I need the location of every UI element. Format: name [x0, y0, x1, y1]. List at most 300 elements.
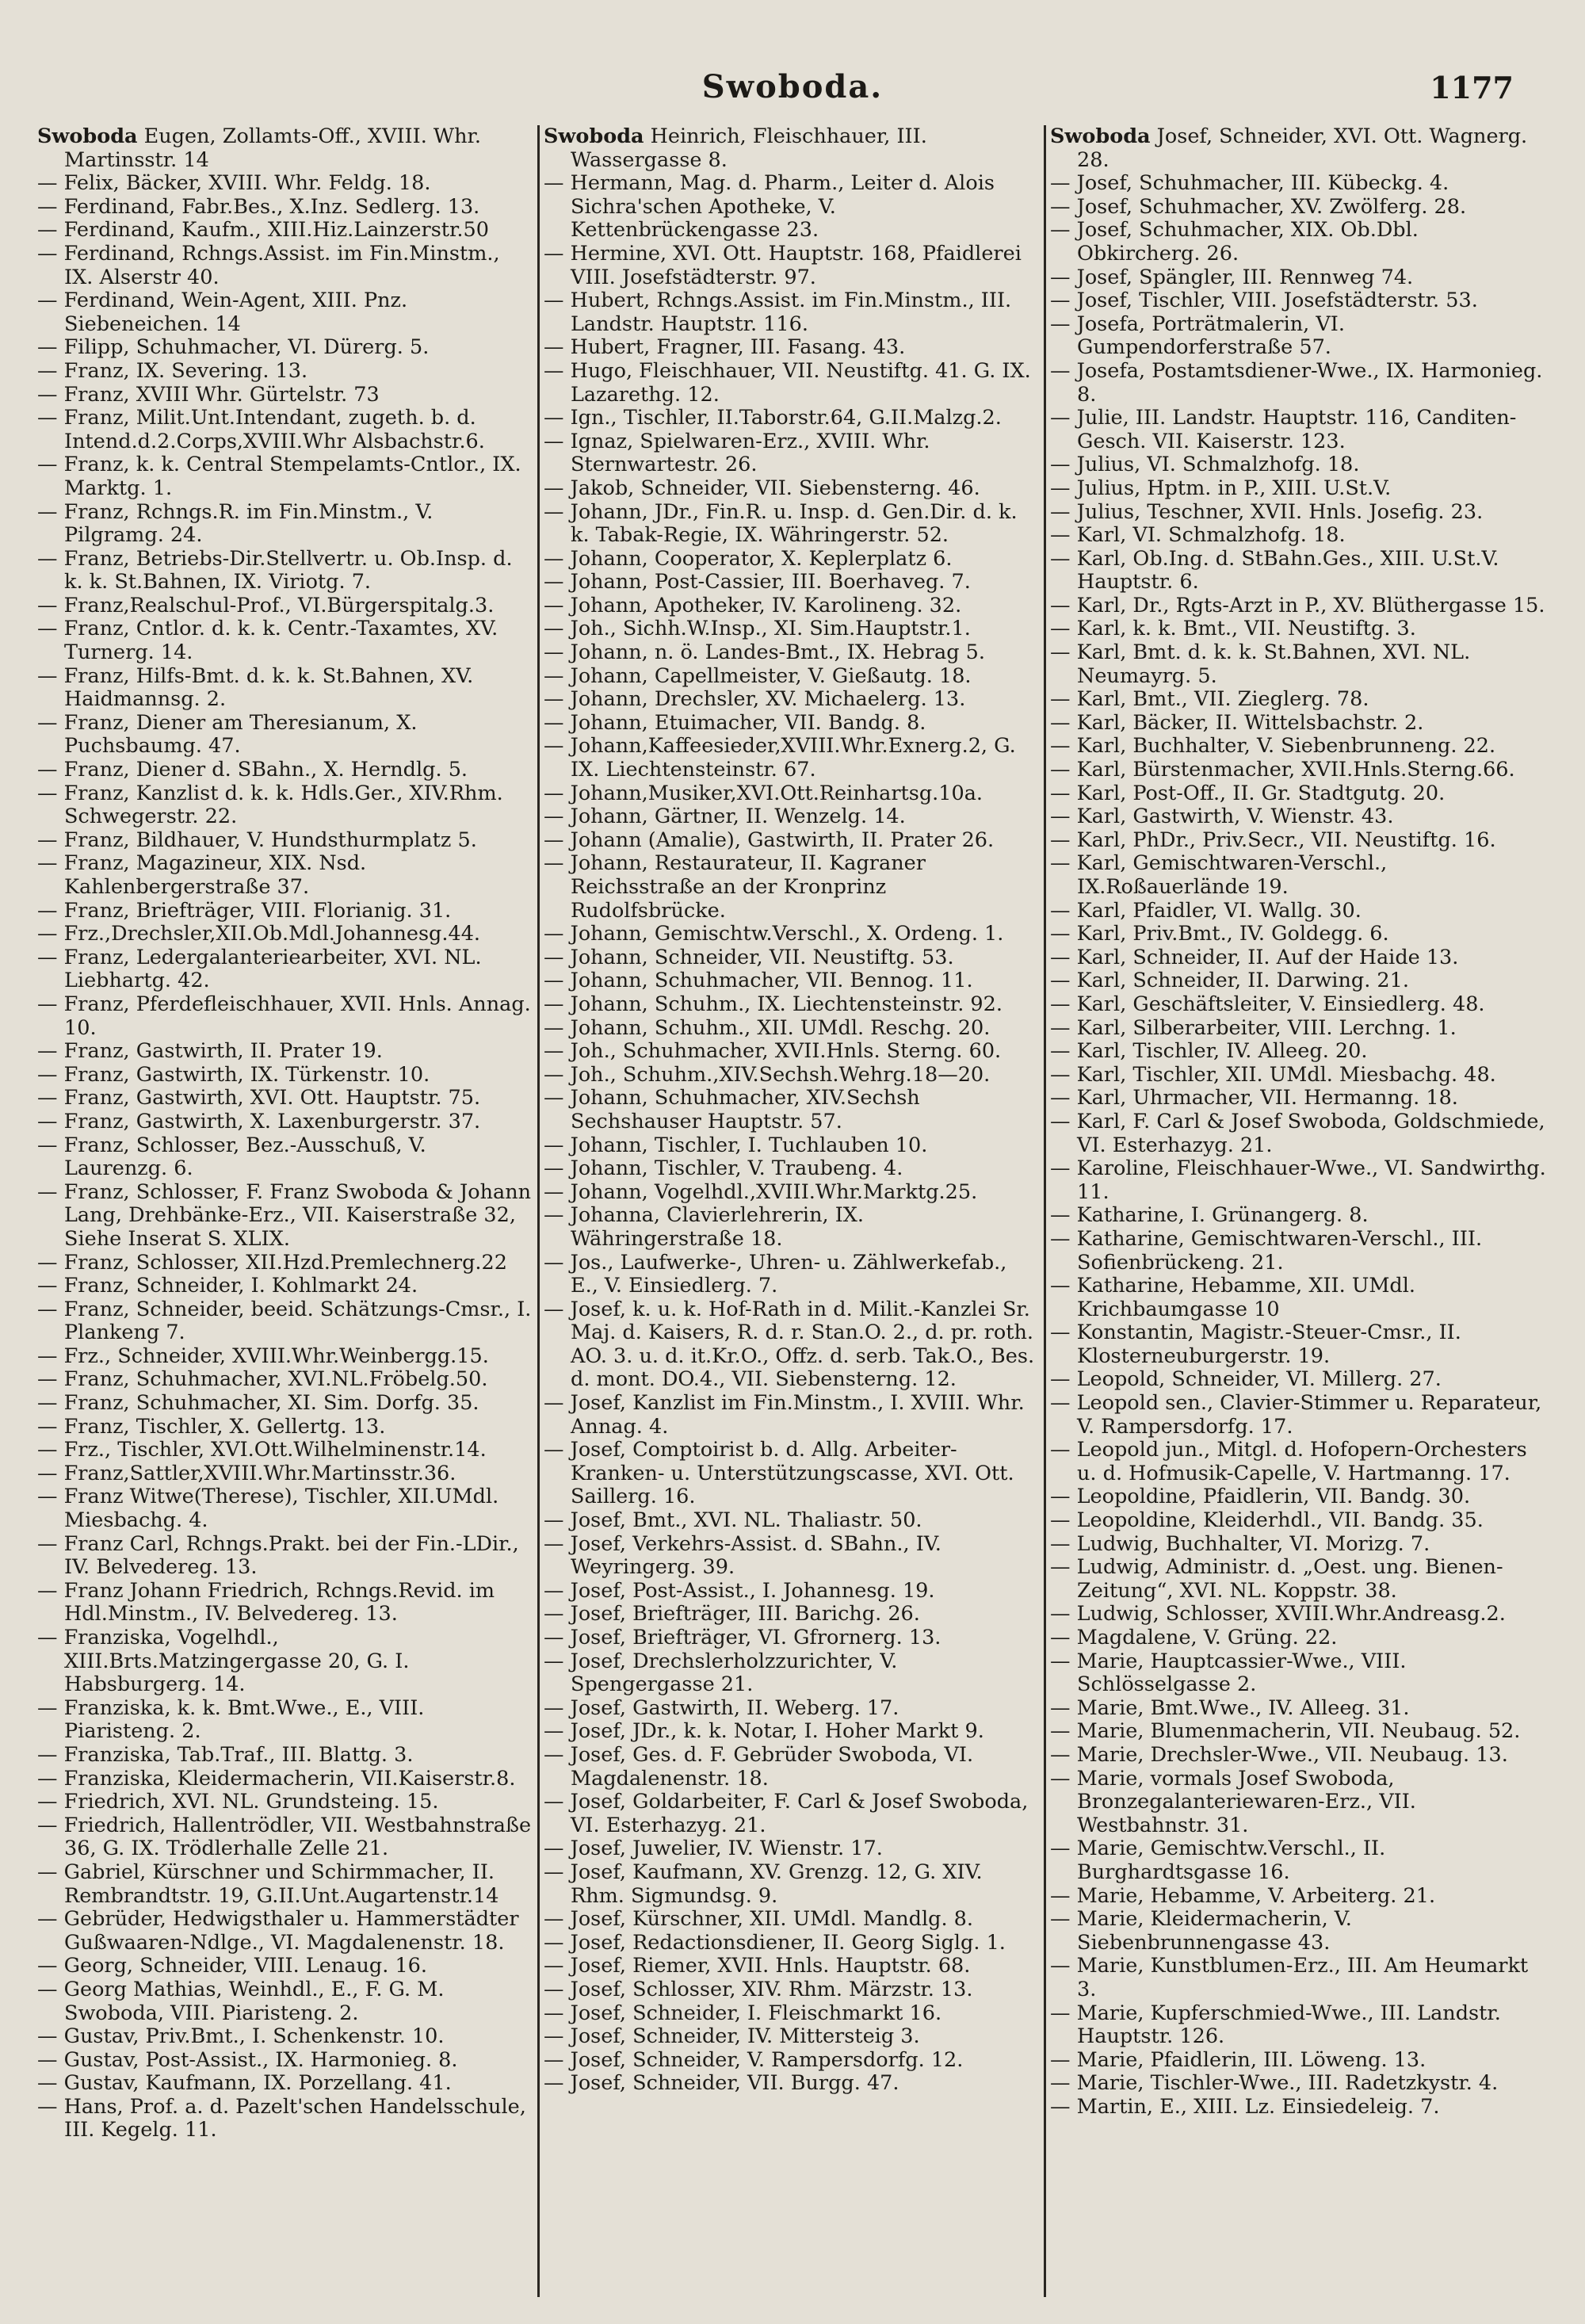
entry-text: — Josef, Spängler, III. Rennweg 74. — [1050, 265, 1414, 289]
directory-entry — [1050, 2096, 1546, 2120]
entry-text: — Friedrich, XVI. NL. Grundsteing. 15. — [37, 1790, 439, 1814]
directory-entry — [37, 1298, 533, 1345]
entry-text: — Franz, Schneider, I. Kohlmarkt 24. — [37, 1274, 418, 1298]
directory-entry — [544, 1064, 1040, 1087]
directory-entry — [1050, 360, 1546, 407]
directory-entry — [37, 2072, 533, 2096]
entry-text: — Franz, Pferdefleischhauer, XVII. Hnls. Annag. 10. — [37, 992, 531, 1040]
directory-entry — [37, 1485, 533, 1532]
entry-text: — Franz Carl, Rchngs.Prakt. bei der Fin.-LDir., IV. Belvedereg. 13. — [37, 1531, 519, 1580]
directory-entry — [544, 1603, 1040, 1626]
entry-text: — Marie, Pfaidlerin, III. Löweng. 13. — [1050, 2047, 1426, 2072]
entry-text: — Franz, Bildhauer, V. Hundsthurmplatz 5. — [37, 828, 477, 852]
directory-entry — [37, 1626, 533, 1697]
directory-entry — [544, 336, 1040, 360]
directory-entry — [1050, 2002, 1546, 2049]
entry-text: — Karl, Dr., Rgts-Arzt in P., XV. Blüthergasse 15. — [1050, 593, 1545, 617]
directory-entry — [544, 1908, 1040, 1932]
directory-entry — [37, 196, 533, 220]
directory-entry — [1050, 617, 1546, 641]
entry-text: — Johann, Tischler, V. Traubeng. 4. — [544, 1156, 903, 1181]
entry-text: — Johann, Schneider, VII. Neustiftg. 53. — [544, 945, 954, 969]
entry-text: — Josef, Schuhmacher, XV. Zwölferg. 28. — [1050, 194, 1467, 219]
entry-text: — Josef, Kürschner, XII. UMdl. Mandlg. 8. — [544, 1907, 973, 1932]
entry-text: — Josef, Ges. d. F. Gebrüder Swoboda, VI. Magdalenenstr. 18. — [544, 1742, 974, 1791]
directory-entry — [1050, 196, 1546, 220]
directory-entry — [544, 1791, 1040, 1837]
entry-text: — Magdalene, V. Grüng. 22. — [1050, 1626, 1338, 1649]
directory-entry — [544, 1626, 1040, 1650]
directory-entry — [1050, 289, 1546, 313]
entry-text: — Johann, JDr., Fin.R. u. Insp. d. Gen.Dir. d. k. k. Tabak-Regie, IX. Währingerstr. 52. — [544, 499, 1018, 548]
directory-entry — [37, 1416, 533, 1439]
entry-text: — Josef, Schneider, VII. Burgg. 47. — [544, 2071, 899, 2096]
entry-text: — Johann, Schuhmacher, VII. Bennog. 11. — [544, 969, 973, 993]
directory-entry — [544, 805, 1040, 829]
entry-text: — Karl, Pfaidler, VI. Wallg. 30. — [1050, 898, 1362, 923]
directory-entry — [544, 125, 1040, 172]
directory-entry — [1050, 759, 1546, 782]
entry-text: — Marie, Gemischtw.Verschl., II. Burghardtsgasse 16. — [1050, 1837, 1386, 1884]
entry-text: — Josef, Riemer, XVII. Hnls. Hauptstr. 68. — [544, 1954, 971, 1978]
entry-text: — Karl, Gemischtwaren-Verschl., IX.Roßauerlände 19. — [1050, 851, 1388, 899]
directory-entry — [37, 1791, 533, 1814]
entry-text: — Karl, Bmt. d. k. k. St.Bahnen, XVI. NL. Neumayrg. 5. — [1050, 640, 1471, 688]
directory-entry — [1050, 477, 1546, 501]
entry-text: — Franz,Sattler,XVIII.Whr.Martinsstr.36. — [37, 1461, 456, 1485]
directory-entry — [37, 243, 533, 289]
directory-entry — [544, 1204, 1040, 1251]
directory-entry — [37, 1368, 533, 1392]
directory-entry — [37, 1978, 533, 2025]
entry-text: — Franz, Schlosser, F. Franz Swoboda & Johann Lang, Drehbänke-Erz., VII. Kaiserstraße 32, Siehe Inserat S. XLIX. — [37, 1179, 532, 1251]
directory-entry — [544, 477, 1040, 501]
directory-entry — [1050, 1485, 1546, 1509]
directory-entry — [544, 1861, 1040, 1908]
directory-entry — [1050, 1768, 1546, 1838]
entry-text: — Karl, Priv.Bmt., IV. Goldegg. 6. — [1050, 922, 1389, 946]
entry-text: — Josef, Goldarbeiter, F. Carl & Josef Swoboda, VI. Esterhazyg. 21. — [544, 1790, 1029, 1837]
entry-text: — Franz, Gastwirth, IX. Türkenstr. 10. — [37, 1062, 430, 1087]
entry-text: — Josef, Schlosser, XIV. Rhm. Märzstr. 13. — [544, 1977, 973, 2001]
entry-text: — Jakob, Schneider, VII. Siebensterng. 46. — [544, 476, 980, 500]
directory-entry — [544, 1837, 1040, 1861]
entry-text: — Franz, Gastwirth, X. Laxenburgerstr. 37. — [37, 1109, 481, 1133]
entry-text: — Josef, Briefträger, III. Barichg. 26. — [544, 1602, 920, 1626]
directory-entry — [1050, 266, 1546, 290]
entry-text: — Filipp, Schuhmacher, VI. Dürerg. 5. — [37, 335, 430, 360]
directory-entry — [544, 946, 1040, 970]
entry-text: — Franz, Betriebs-Dir.Stellvertr. u. Ob.Insp. d. k. k. St.Bahnen, IX. Viriotg. 7. — [37, 546, 513, 594]
entry-text: — Johann (Amalie), Gastwirth, II. Prater 26. — [544, 828, 995, 852]
entry-text: — Leopoldine, Kleiderhdl., VII. Bandg. 35. — [1050, 1508, 1484, 1533]
directory-entry — [37, 852, 533, 899]
entry-text: — Leopold jun., Mitgl. d. Hofopern-Orchesters u. d. Hofmusik-Capelle, V. Hartmanng. 17. — [1050, 1438, 1527, 1485]
entry-text: — Johann, Schuhmacher, XIV.Sechsh Sechshauser Hauptstr. 57. — [544, 1086, 920, 1133]
entry-text: — Leopold, Schneider, VI. Millerg. 27. — [1050, 1367, 1442, 1392]
entry-text: — Johann, Restaurateur, II. Kagraner Reichsstraße an der Kronprinz Rudolfsbrücke. — [544, 851, 926, 923]
entry-text: — Marie, Bmt.Wwe., IV. Alleeg. 31. — [1050, 1695, 1410, 1720]
directory-entry — [37, 594, 533, 618]
entry-text: — Josef, Gastwirth, II. Weberg. 17. — [544, 1695, 899, 1720]
entry-text: — Julius, Teschner, XVII. Hnls. Josefig. 23. — [1050, 499, 1484, 524]
directory-entry — [37, 1392, 533, 1416]
directory-entry — [1050, 1439, 1546, 1485]
entry-text: — Karl, Schneider, II. Darwing. 21. — [1050, 969, 1409, 993]
directory-entry — [544, 1017, 1040, 1041]
entry-text: — Ludwig, Schlosser, XVIII.Whr.Andreasg.2. — [1050, 1602, 1506, 1626]
directory-entry — [1050, 1110, 1546, 1157]
directory-entry — [37, 1908, 533, 1955]
directory-entry — [1050, 125, 1546, 172]
directory-entry — [544, 360, 1040, 407]
directory-entry — [37, 360, 533, 384]
entry-text: — Josef, Redactionsdiener, II. Georg Siglg. 1. — [544, 1930, 1006, 1955]
entry-text: — Karl, Geschäftsleiter, V. Einsiedlerg. 48. — [1050, 992, 1485, 1016]
directory-entry — [37, 125, 533, 172]
entry-text: — Karl, Tischler, XII. UMdl. Miesbachg. 48. — [1050, 1062, 1496, 1087]
entry-text: — Karl, Gastwirth, V. Wienstr. 43. — [1050, 805, 1394, 829]
entry-text: — Georg, Schneider, VIII. Lenaug. 16. — [37, 1954, 428, 1978]
entry-text: — Johann, Tischler, I. Tuchlauben 10. — [544, 1133, 928, 1157]
running-head: Swoboda. — [701, 68, 884, 105]
entry-text: — Ignaz, Spielwaren-Erz., XVIII. Whr. Sternwartestr. 26. — [544, 429, 930, 477]
directory-entry — [544, 852, 1040, 923]
entry-text: — Franziska, Tab.Traf., III. Blattg. 3. — [37, 1742, 414, 1767]
entry-text: — Frz., Schneider, XVIII.Whr.Weinbergg.15. — [37, 1344, 489, 1368]
directory-entry — [1050, 1157, 1546, 1204]
entry-text: — Franziska, Kleidermacherin, VII.Kaiserstr.8. — [37, 1766, 516, 1791]
entry-text: — Franz, Gastwirth, II. Prater 19. — [37, 1039, 383, 1064]
entry-text: — Franz Johann Friedrich, Rchngs.Revid. im Hdl.Minstm., IV. Belvedereg. 13. — [37, 1578, 495, 1626]
directory-entry — [37, 1064, 533, 1087]
directory-entry — [544, 665, 1040, 689]
directory-entry — [37, 1134, 533, 1181]
directory-entry — [37, 900, 533, 923]
directory-entry — [544, 1157, 1040, 1181]
entry-text: — Josef, Verkehrs-Assist. d. SBahn., IV. Weyringerg. 39. — [544, 1531, 941, 1580]
directory-entry — [37, 407, 533, 453]
entry-text: — Johann, Gemischtw.Verschl., X. Ordeng. 1. — [544, 922, 1004, 946]
entry-text: — Karl, Buchhalter, V. Siebenbrunneng. 22. — [1050, 734, 1496, 759]
entry-text: — Johann, Drechsler, XV. Michaelerg. 13. — [544, 687, 966, 712]
directory-entry — [544, 501, 1040, 548]
entry-text: — Karl, Bäcker, II. Wittelsbachstr. 2. — [1050, 710, 1424, 735]
entry-text: — Frz.,Drechsler,XII.Ob.Mdl.Johannesg.44. — [37, 922, 481, 946]
directory-entry — [37, 1580, 533, 1626]
entry-text: — Josef, Kanzlist im Fin.Minstm., I. XVIII. Whr. Annag. 4. — [544, 1391, 1025, 1439]
directory-entry — [1050, 1908, 1546, 1955]
entry-text: — Julius, Hptm. in P., XIII. U.St.V. — [1050, 476, 1392, 500]
entry-text: — Franz, IX. Severing. 13. — [37, 358, 308, 383]
directory-entry — [544, 617, 1040, 641]
entry-text: — Franz, Cntlor. d. k. k. Centr.-Taxamtes, XV. Turnerg. 14. — [37, 617, 498, 665]
directory-entry — [37, 1181, 533, 1252]
entry-text: — Katharine, Gemischtwaren-Verschl., III. Sofienbrückeng. 21. — [1050, 1226, 1483, 1275]
entry-text: — Johanna, Clavierlehrerin, IX. Währingerstraße 18. — [544, 1203, 865, 1251]
directory-entry — [544, 1697, 1040, 1721]
directory-entry — [37, 336, 533, 360]
directory-entry — [544, 2002, 1040, 2026]
entry-text: — Jos., Laufwerke-, Uhren- u. Zählwerkefab., E., V. Einsiedlerg. 7. — [544, 1250, 1007, 1298]
directory-entry — [544, 548, 1040, 571]
entry-text: — Friedrich, Hallentrödler, VII. Westbahnstraße 36, G. IX. Trödlerhalle Zelle 21. — [37, 1813, 532, 1861]
directory-entry — [544, 688, 1040, 712]
entry-text: — Josefa, Porträtmalerin, VI. Gumpendorferstraße 57. — [1050, 312, 1345, 360]
entry-text: — Franz, Schuhmacher, XVI.NL.Fröbelg.50. — [37, 1367, 488, 1392]
entry-text: — Karl, F. Carl & Josef Swoboda, Goldschmiede, VI. Esterhazyg. 21. — [1050, 1109, 1545, 1157]
directory-entry — [1050, 735, 1546, 759]
directory-entry — [37, 665, 533, 712]
entry-text: — Katharine, I. Grünangerg. 8. — [1050, 1203, 1369, 1228]
directory-entry — [1050, 172, 1546, 196]
entry-text: — Joh., Sichh.W.Insp., XI. Sim.Hauptstr.1. — [544, 617, 971, 641]
entry-text: — Franz, Gastwirth, XVI. Ott. Hauptstr. 75. — [37, 1086, 481, 1110]
directory-entry — [544, 172, 1040, 243]
entry-text: — Hans, Prof. a. d. Pazelt'schen Handelsschule, III. Kegelg. 11. — [37, 2094, 526, 2142]
entry-text: — Hermine, XVI. Ott. Hauptstr. 168, Pfaidlerei VIII. Josefstädterstr. 97. — [544, 241, 1022, 289]
entry-text: — Karl, k. k. Bmt., VII. Neustiftg. 3. — [1050, 617, 1416, 641]
directory-entry — [1050, 1885, 1546, 1909]
directory-entry — [544, 2049, 1040, 2073]
directory-entry — [1050, 1533, 1546, 1557]
entry-text: — Marie, Blumenmacherin, VII. Neubaug. 52. — [1050, 1719, 1521, 1744]
entry-text: — Karl, Uhrmacher, VII. Hermanng. 18. — [1050, 1086, 1458, 1110]
directory-entry — [1050, 1040, 1546, 1064]
entry-text: — Franz, XVIII Whr. Gürtelstr. 73 — [37, 382, 380, 407]
entry-text: — Franz, Tischler, X. Gellertg. 13. — [37, 1414, 386, 1439]
entry-text: — Franz,Realschul-Prof., VI.Bürgerspitalg.3. — [37, 593, 495, 617]
directory-entry — [544, 641, 1040, 665]
directory-entry — [1050, 1017, 1546, 1041]
directory-entry — [37, 1345, 533, 1369]
entry-text: — Josef, Bmt., XVI. NL. Thaliastr. 50. — [544, 1508, 922, 1533]
directory-entry — [1050, 1603, 1546, 1626]
entry-text: — Josef, Schuhmacher, XIX. Ob.Dbl. Obkircherg. 26. — [1050, 218, 1419, 266]
directory-entry — [37, 2049, 533, 2073]
directory-entry — [1050, 1837, 1546, 1884]
directory-entry — [37, 1252, 533, 1275]
directory-entry — [37, 829, 533, 853]
entry-text: — Karl, Bmt., VII. Zieglerg. 78. — [1050, 687, 1369, 712]
entry-text: — Ferdinand, Kaufm., XIII.Hiz.Lainzerstr.50 — [37, 218, 489, 243]
entry-text: — Josef, Drechslerholzzurichter, V. Spengergasse 21. — [544, 1649, 898, 1697]
directory-entry — [1050, 313, 1546, 360]
directory-entry — [544, 289, 1040, 336]
directory-entry — [37, 1110, 533, 1134]
directory-entry — [544, 1932, 1040, 1955]
directory-entry — [1050, 946, 1546, 970]
directory-entry — [544, 243, 1040, 289]
directory-entry — [544, 1533, 1040, 1580]
directory-entry — [37, 548, 533, 594]
directory-entry — [544, 782, 1040, 806]
entry-text: — Franz, Rchngs.R. im Fin.Minstm., V. Pilgramg. 24. — [37, 499, 433, 548]
entry-text: — Karoline, Fleischhauer-Wwe., VI. Sandwirthg. 11. — [1050, 1156, 1546, 1204]
directory-entry — [37, 782, 533, 829]
page-number: 1177 — [1430, 70, 1514, 105]
directory-entry — [1050, 501, 1546, 525]
directory-entry — [544, 1134, 1040, 1158]
entry-text: — Felix, Bäcker, XVIII. Whr. Feldg. 18. — [37, 171, 431, 196]
directory-entry — [544, 1744, 1040, 1791]
directory-entry — [544, 712, 1040, 736]
directory-entry — [1050, 453, 1546, 477]
directory-entry — [1050, 1321, 1546, 1368]
entry-text: — Gustav, Kaufmann, IX. Porzellang. 41. — [37, 2071, 452, 2096]
directory-entry — [37, 1744, 533, 1768]
directory-entry — [1050, 1720, 1546, 1744]
entry-text: — Marie, Kupferschmied-Wwe., III. Landstr. Hauptstr. 126. — [1050, 2001, 1501, 2049]
entry-text: — Franz, Ledergalanteriearbeiter, XVI. NL. Liebhartg. 42. — [37, 945, 482, 993]
directory-entry — [1050, 1064, 1546, 1087]
directory-entry — [544, 1509, 1040, 1533]
entry-text: — Gabriel, Kürschner und Schirmmacher, II. Rembrandtstr. 19, G.II.Unt.Augartenstr.14 — [37, 1860, 499, 1908]
entry-text: — Josef, Kaufmann, XV. Grenzg. 12, G. XIV. Rhm. Sigmundsg. 9. — [544, 1860, 983, 1908]
entry-text: — Gustav, Priv.Bmt., I. Schenkenstr. 10. — [37, 2024, 445, 2049]
entry-text: — Johann, Etuimacher, VII. Bandg. 8. — [544, 710, 926, 735]
entry-text: — Johann, Vogelhdl.,XVIII.Whr.Marktg.25. — [544, 1179, 978, 1204]
directory-entry — [544, 1392, 1040, 1439]
directory-entry — [37, 923, 533, 946]
directory-entry — [1050, 712, 1546, 736]
entry-text: — Franz, Diener am Theresianum, X. Puchsbaumg. 47. — [37, 710, 418, 759]
entry-text: — Ludwig, Administr. d. „Oest. ung. Bienen-Zeitung“, XVI. NL. Koppstr. 38. — [1050, 1555, 1503, 1603]
directory-entry — [544, 1040, 1040, 1064]
directory-entry — [544, 571, 1040, 594]
entry-text: Josef, Schneider, XVI. Ott. Wagnerg. 28. — [1077, 125, 1528, 172]
entry-text: — Franz, Schneider, beeid. Schätzungs-Cmsr., I. Plankeng 7. — [37, 1297, 532, 1345]
directory-entry — [1050, 641, 1546, 688]
entry-text: — Johann, Cooperator, X. Keplerplatz 6. — [544, 546, 953, 571]
directory-entry — [544, 1181, 1040, 1205]
entry-text: — Johann, Apotheker, IV. Karolineng. 32. — [544, 593, 962, 617]
directory-entry — [544, 1580, 1040, 1603]
entry-text: — Karl, Silberarbeiter, VIII. Lerchng. 1. — [1050, 1015, 1457, 1040]
directory-entry — [1050, 2049, 1546, 2073]
entry-text: Heinrich, Fleischhauer, III. Wassergasse 8. — [571, 125, 927, 172]
directory-entry — [1050, 1626, 1546, 1650]
directory-entry — [1050, 993, 1546, 1017]
entry-text: — Johann, Schuhm., XII. UMdl. Reschg. 20. — [544, 1015, 991, 1040]
directory-entry — [544, 735, 1040, 782]
directory-entry — [37, 1955, 533, 1978]
entry-columns — [33, 125, 1552, 2297]
directory-entry — [1050, 1368, 1546, 1392]
directory-entry — [544, 1087, 1040, 1133]
entry-text: — Josef, Tischler, VIII. Josefstädterstr. 53. — [1050, 289, 1478, 313]
column-3 — [1046, 125, 1550, 2297]
entry-text: — Franziska, Vogelhdl., XIII.Brts.Matzingergasse 20, G. I. Habsburgerg. 14. — [37, 1626, 410, 1697]
entry-text: — Franz, Schlosser, Bez.-Ausschuß, V. Laurenzg. 6. — [37, 1133, 426, 1181]
entry-text: — Franz, Briefträger, VIII. Florianig. 31. — [37, 898, 452, 923]
entry-text: — Franziska, k. k. Bmt.Wwe., E., VIII. Piaristeng. 2. — [37, 1695, 425, 1744]
entry-text: — Karl, Tischler, IV. Alleeg. 20. — [1050, 1039, 1368, 1064]
entry-text: — Johann,Musiker,XVI.Ott.Reinhartsg.10a. — [544, 781, 983, 805]
entry-text: — Karl, Post-Off., II. Gr. Stadtgutg. 20. — [1050, 781, 1446, 805]
entry-text: — Franz, Schuhmacher, XI. Sim. Dorfg. 35. — [37, 1391, 479, 1416]
directory-entry — [544, 1650, 1040, 1697]
surname-heading: Swoboda — [1050, 125, 1151, 148]
entry-text: — Josef, Briefträger, VI. Gfrornerg. 13. — [544, 1626, 941, 1649]
entry-text: — Franz Witwe(Therese), Tischler, XII.UMdl. Miesbachg. 4. — [37, 1485, 499, 1533]
entry-text: — Johann, Post-Cassier, III. Boerhaveg. 7. — [544, 570, 971, 594]
entry-text: — Marie, Kleidermacherin, V. Siebenbrunnengasse 43. — [1050, 1907, 1352, 1955]
entry-text: — Marie, Drechsler-Wwe., VII. Neubaug. 13. — [1050, 1742, 1508, 1767]
entry-text: — Johann, Schuhm., IX. Liechtensteinstr. 92. — [544, 992, 1003, 1016]
directory-entry — [37, 172, 533, 196]
entry-text: — Johann, Gärtner, II. Wenzelg. 14. — [544, 805, 906, 829]
directory-entry — [1050, 1509, 1546, 1533]
directory-entry — [1050, 923, 1546, 946]
column-2 — [540, 125, 1044, 2297]
directory-entry — [1050, 1204, 1546, 1228]
directory-entry — [37, 1040, 533, 1064]
directory-entry — [1050, 219, 1546, 266]
entry-text: — Karl, VI. Schmalzhofg. 18. — [1050, 523, 1346, 548]
directory-entry — [1050, 852, 1546, 899]
directory-entry — [1050, 1955, 1546, 2001]
entry-text: — Marie, Hebamme, V. Arbeiterg. 21. — [1050, 1883, 1436, 1908]
entry-text: — Gebrüder, Hedwigsthaler u. Hammerstädter Gußwaaren-Ndlge., VI. Magdalenenstr. 18. — [37, 1907, 519, 1955]
directory-entry — [37, 759, 533, 782]
directory-entry — [1050, 1275, 1546, 1321]
directory-entry — [1050, 1556, 1546, 1603]
directory-entry — [544, 1955, 1040, 1978]
directory-entry — [1050, 1744, 1546, 1768]
entry-text: — Katharine, Hebamme, XII. UMdl. Krichbaumgasse 10 — [1050, 1274, 1416, 1321]
directory-entry — [1050, 829, 1546, 853]
directory-entry — [1050, 2072, 1546, 2096]
directory-entry — [1050, 1697, 1546, 1721]
entry-text: — Martin, E., XIII. Lz. Einsiedeleig. 7. — [1050, 2094, 1440, 2119]
entry-text: — Josef, Post-Assist., I. Johannesg. 19. — [544, 1578, 935, 1603]
entry-text: — Frz., Tischler, XVI.Ott.Wilhelminenstr.14. — [37, 1438, 487, 1462]
directory-entry — [1050, 1650, 1546, 1697]
directory-entry — [37, 501, 533, 548]
entry-text: — Julius, VI. Schmalzhofg. 18. — [1050, 453, 1360, 477]
directory-entry — [1050, 1392, 1546, 1439]
entry-text: — Karl, Schneider, II. Auf der Haide 13. — [1050, 945, 1459, 969]
directory-entry — [37, 1439, 533, 1462]
entry-text: — Josef, Schneider, V. Rampersdorfg. 12. — [544, 2047, 964, 2072]
entry-text: — Josef, Schuhmacher, III. Kübeckg. 4. — [1050, 171, 1449, 196]
directory-entry — [544, 407, 1040, 430]
entry-text: — Josef, Schneider, I. Fleischmarkt 16. — [544, 2001, 942, 2025]
directory-entry — [544, 2025, 1040, 2049]
entry-text: — Josef, Juwelier, IV. Wienstr. 17. — [544, 1837, 883, 1861]
directory-entry — [544, 1439, 1040, 1509]
entry-text: — Josef, k. u. k. Hof-Rath in d. Milit.-Kanzlei Sr. Maj. d. Kaisers, R. d. r. Stan.O. 2., d. pr. roth. AO. 3. u. d. it.Kr.O., Offz. d. serb. Tak.O., Bes. d. mont. DO.4., VII. Siebensterng. 12. — [544, 1297, 1035, 1392]
directory-entry — [544, 1252, 1040, 1298]
entry-text: — Franz, k. k. Central Stempelamts-Cntlor., IX. Marktg. 1. — [37, 453, 521, 500]
directory-entry — [1050, 548, 1546, 594]
directory-entry — [544, 594, 1040, 618]
directory-entry — [544, 430, 1040, 477]
directory-entry — [37, 289, 533, 336]
directory-entry — [37, 1697, 533, 1744]
entry-text: — Josef, JDr., k. k. Notar, I. Hoher Markt 9. — [544, 1719, 984, 1744]
directory-entry — [544, 1978, 1040, 2002]
directory-entry — [37, 2096, 533, 2142]
entry-text: — Joh., Schuhm.,XIV.Sechsh.Wehrg.18—20. — [544, 1062, 991, 1087]
directory-entry — [37, 1768, 533, 1791]
directory-entry — [37, 1814, 533, 1861]
directory-entry — [37, 1533, 533, 1580]
entry-text: — Marie, Kunstblumen-Erz., III. Am Heumarkt 3. — [1050, 1954, 1529, 2001]
directory-entry — [37, 1275, 533, 1298]
directory-entry — [1050, 1228, 1546, 1275]
